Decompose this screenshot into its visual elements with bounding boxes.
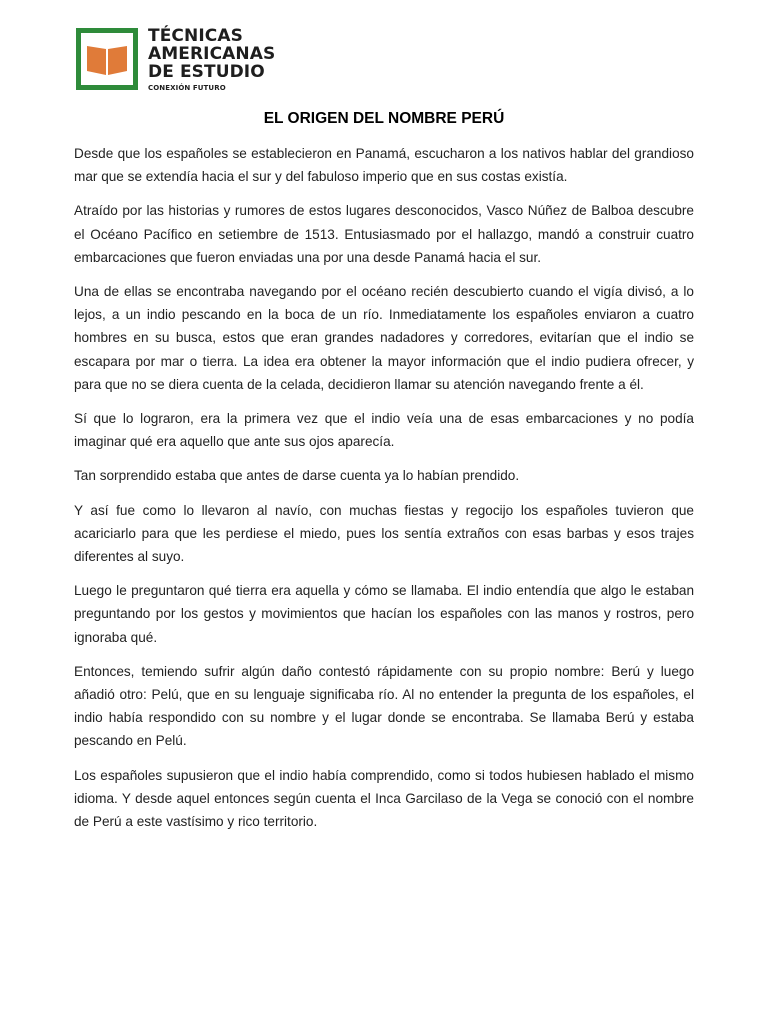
document-body xyxy=(74,142,694,844)
open-book-icon xyxy=(85,41,129,77)
brand-name xyxy=(148,28,275,92)
paragraph-9: Los españoles supusieron que el indio había comprendido, como si todos hubiesen hablado el mismo idioma. Y desde aquel entonces según cuenta el Inca Garcilaso de la Vega se conoció con el nombre de Perú a este vastísimo y rico territorio. xyxy=(74,767,694,830)
paragraph-7: Luego le preguntaron qué tierra era aquella y cómo se llamaba. El indio entendía que algo le estaban preguntando por los gestos y movimientos que hacían los españoles con las manos y rostros, pero ignoraba qué. xyxy=(74,583,694,645)
brand-line-3: DE ESTUDIO xyxy=(148,62,265,82)
document-title: EL ORIGEN DEL NOMBRE PERÚ xyxy=(263,110,505,127)
brand-line-2: AMERICANAS xyxy=(148,44,276,64)
paragraph-5: Tan sorprendido estaba que antes de darse cuenta ya lo habían prendido. xyxy=(74,468,520,484)
paragraph-8: Entonces, temiendo sufrir algún daño contestó rápidamente con su propio nombre: Berú y luego añadió otro: Pelú, que en su lenguaje significaba río. Al no entender la pregunta de los españoles, el indio había respondido con su nombre y el lugar donde se encontraba. Se llamaba Berú y estaba pescando en Pelú. xyxy=(74,663,694,749)
brand-line-1: TÉCNICAS xyxy=(148,26,243,46)
logo xyxy=(76,28,138,90)
brand-tagline: CONEXIÓN FUTURO xyxy=(148,84,226,92)
paragraph-3: Una de ellas se encontraba navegando por el océano recién descubierto cuando el vigía divisó, a lo lejos, a un indio pescando en la boca de un río. Inmediatamente los españoles enviaron a cuatro hombres en su busca, estos que eran grandes nadadores y corredores, evitarían que el indio se escapara por mar o tierra. La idea era obtener la mayor información que el indio pudiera ofrecer, y para que no se diera cuenta de la celada, decidieron llamar su atención navegando frente a él. xyxy=(74,284,694,392)
brand-header xyxy=(76,28,275,98)
paragraph-6: Y así fue como lo llevaron al navío, con muchas fiestas y regocijo los españoles tuvieron que acariciarlo para que les perdiese el miedo, pues los sentía extraños con esas barbas y esos trajes diferentes al suyo. xyxy=(74,502,694,565)
paragraph-4: Sí que lo lograron, era la primera vez que el indio veía una de esas embarcaciones y no podía imaginar qué era aquello que ante sus ojos aparecía. xyxy=(74,411,694,450)
paragraph-2: Atraído por las historias y rumores de estos lugares desconocidos, Vasco Núñez de Balboa descubre el Océano Pacífico en setiembre de 1513. Entusiasmado por el hallazgo, mandó a construir cuatro embarcaciones que fueron enviadas una por una desde Panamá hacia el sur. xyxy=(74,203,694,265)
paragraph-1: Desde que los españoles se establecieron en Panamá, escucharon a los nativos hablar del grandioso mar que se extendía hacia el sur y del fabuloso imperio que en sus costas existía. xyxy=(74,146,694,185)
